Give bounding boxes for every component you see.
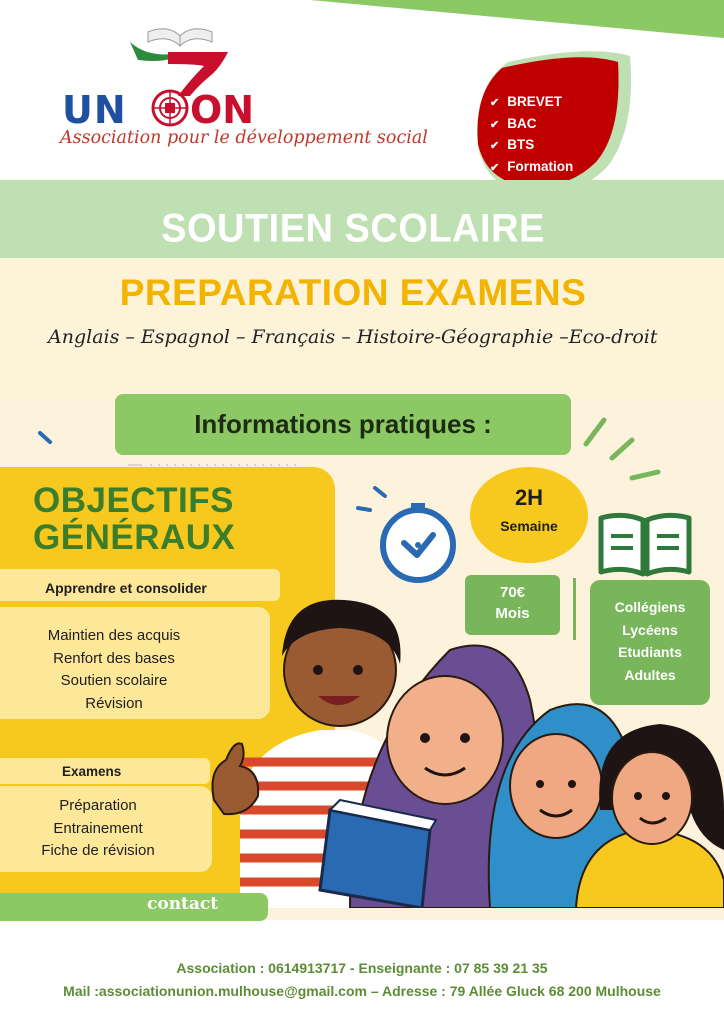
- price-value: 70€: [499, 584, 526, 601]
- list-item: Maintien des acquis: [47, 627, 181, 644]
- list-item: Renfort des bases: [53, 649, 175, 667]
- section2-box: [0, 786, 212, 872]
- clock-icon: [371, 503, 467, 583]
- badge-item: ✔ BREVET: [490, 92, 610, 114]
- list-item: Soutien scolaire: [60, 672, 168, 689]
- audience-item: Lycéens: [622, 621, 678, 638]
- price-unit: Mois: [495, 605, 530, 622]
- section2-label: Examens: [62, 764, 122, 779]
- list-item: Préparation: [59, 797, 137, 814]
- objectives-title: [33, 482, 333, 556]
- main-title: SOUTIEN SCOLAIRE: [161, 206, 545, 252]
- list-item: Révision: [85, 694, 143, 712]
- list-item: Entrainement: [53, 819, 143, 837]
- contact-tab: [0, 893, 268, 921]
- contact-label: contact: [147, 894, 219, 914]
- book-icon: [597, 512, 693, 580]
- section1-list: [0, 625, 228, 715]
- exam-badge-list: [490, 92, 610, 178]
- union-logo-graphic: [120, 8, 240, 98]
- duration-circle: [470, 467, 588, 563]
- info-heading: Informations pratiques :: [194, 409, 492, 439]
- contact-phones: Association : 0614913717 - Enseignante : 07 85 39 21 35: [176, 960, 548, 976]
- logo-wordmark-left: UN: [62, 88, 127, 132]
- logo-wordmark-right: ON: [190, 88, 255, 132]
- section2-list: [0, 795, 196, 863]
- duration-value: 2H: [514, 485, 544, 510]
- list-item: Fiche de révision: [41, 842, 155, 859]
- badge-item: ✔ BTS: [490, 135, 610, 157]
- badge-item: ✔ BAC: [490, 114, 610, 136]
- association-tagline: Association pour le développement social: [60, 128, 428, 148]
- badge-item: ✔ Formation: [490, 157, 610, 179]
- logo-emblem-icon: [150, 88, 190, 128]
- contact-mail-address: Mail :associationunion.mulhouse@gmail.com – Adresse : 79 Allée Gluck 68 200 Mulhouse: [63, 983, 661, 999]
- info-heading-box: [115, 394, 571, 455]
- audience-item: Adultes: [624, 666, 676, 683]
- section1-label: Apprendre et consolider: [45, 580, 207, 596]
- audience-item: Collégiens: [614, 599, 686, 615]
- duration-unit: Semaine: [500, 518, 558, 534]
- sub-title: PREPARATION EXAMENS: [119, 272, 587, 313]
- audience-item: Etudiants: [618, 644, 682, 660]
- objectives-title-line2: GÉNÉRAUX: [33, 518, 236, 557]
- students-illustration: [200, 590, 724, 908]
- subjects-list: Anglais – Espagnol – Français – Histoire-Géographie –Eco-droit: [48, 326, 658, 348]
- objectives-title-line1: OBJECTIFS: [33, 481, 234, 520]
